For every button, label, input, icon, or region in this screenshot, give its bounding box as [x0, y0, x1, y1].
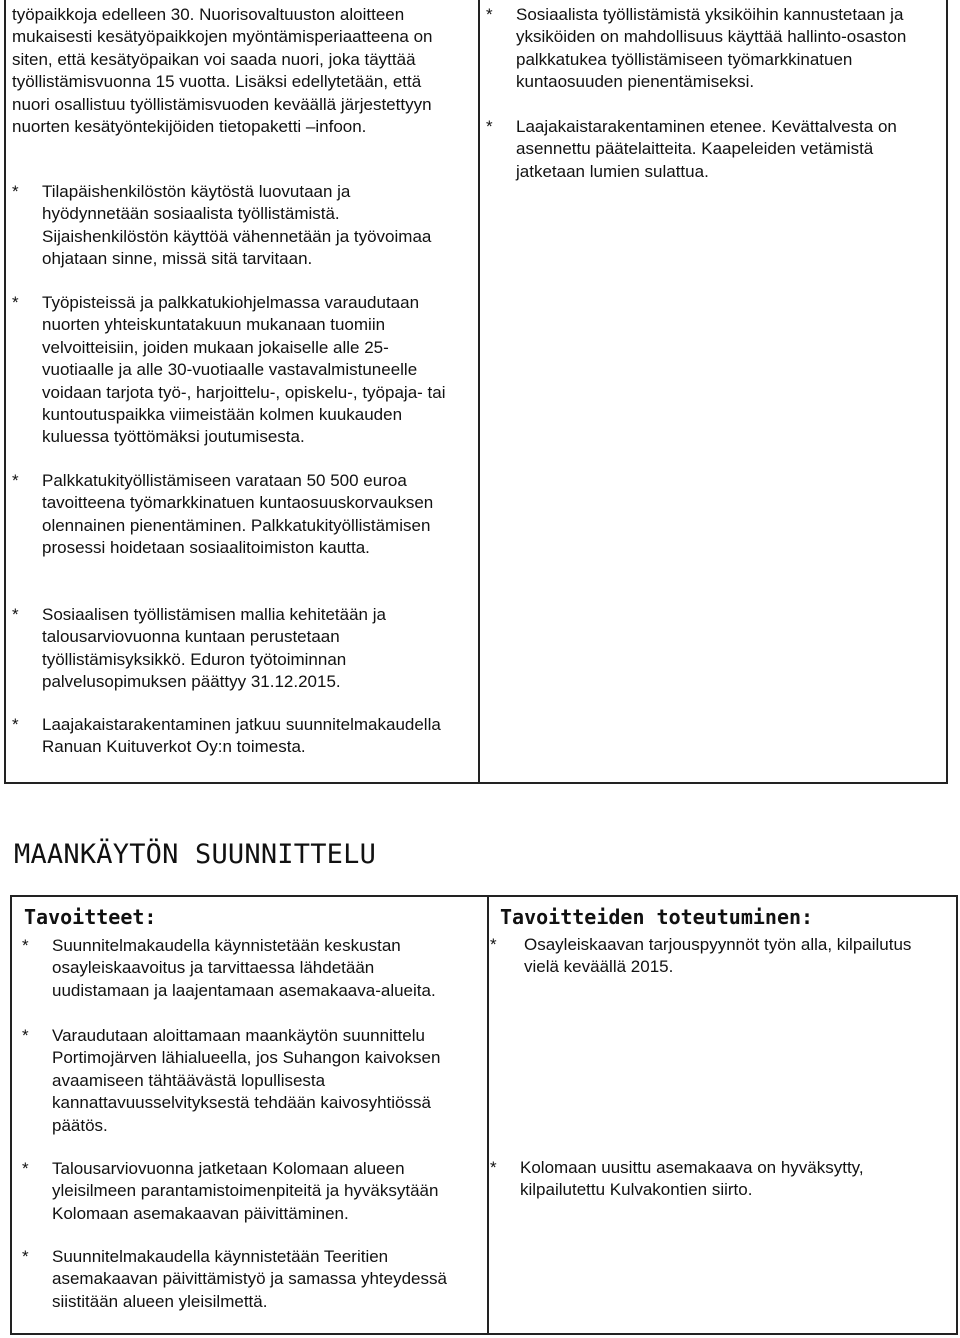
list-item: * Suunnitelmakaudella käynnistetään Teeritien asemakaavan päivittämistyö ja samassa yhteydessä siistitään alueen yleisilmettä. — [22, 1247, 447, 1311]
list-item: * Talousarviovuonna jatketaan Kolomaan alueen yleisilmeen parantamistoimenpiteitä ja hyväksytään Kolomaan asemakaavan päivittäminen. — [22, 1159, 439, 1223]
top-table — [4, 0, 948, 784]
bullet-star: * — [12, 471, 19, 490]
list-item: * Laajakaistarakentaminen etenee. Kevättalvesta on asennettu päätelaitteita. Kaapeleiden vetämistä jatketaan lumien sulattua. — [486, 117, 897, 181]
bullet-star: * — [22, 936, 29, 955]
column-divider — [478, 0, 480, 782]
bullet-star: * — [22, 1159, 29, 1178]
bullet-star: * — [22, 1247, 29, 1266]
bullet-star: * — [486, 117, 493, 136]
bullet-star: * — [490, 1158, 497, 1177]
bullet-star: * — [12, 605, 19, 624]
list-item: * Palkkatukityöllistämiseen varataan 50 500 euroa tavoitteena työmarkkinatuen kuntaosuuskorvauksen olennainen pienentäminen. Palkkatukityöllistämisen prosessi hoidetaan sosiaalitoimiston kautta. — [12, 471, 434, 558]
bullet-star: * — [12, 182, 19, 201]
section-title: MAANKÄYTÖN SUUNNITTELU — [14, 839, 377, 870]
column-divider — [487, 897, 489, 1333]
list-item: * Työpisteissä ja palkkatukiohjelmassa varaudutaan nuorten yhteiskuntatakuun mukanaan tuomiin velvoitteisiin, joiden mukaan jokaiselle alle 25-vuotiaalle ja alle 30-vuotiaalle vastavalmistuneelle voidaan tarjota työ-, harjoittelu-, opiskelu-, työpaja- tai kuntoutuspaikka viimeistään kolmen kuukauden kuluessa työttömäksi joutumisesta. — [12, 293, 446, 447]
list-item: * Tilapäishenkilöstön käytöstä luovutaan ja hyödynnetään sosiaalista työllistämistä. Sijaishenkilöstön käyttöä vähennetään ja työvoimaa ohjataan sinne, missä sitä tarvitaan. — [12, 182, 432, 269]
bottom-table — [10, 895, 958, 1335]
goals-heading: Tavoitteet: — [24, 905, 157, 929]
list-item: * Kolomaan uusittu asemakaava on hyväksytty, kilpailutettu Kulvakontien siirto. — [490, 1158, 864, 1200]
list-item: * Sosiaalista työllistämistä yksiköihin kannustetaan ja yksiköiden on mahdollisuus käyttää hallinto-osaston palkkatukea työllistämiseen työmarkkinatuen kuntaosuuden pienentämiseksi. — [486, 5, 907, 92]
outcomes-heading: Tavoitteiden toteutuminen: — [500, 905, 814, 929]
intro-paragraph: työpaikkoja edelleen 30. Nuorisovaltuuston aloitteen mukaisesti kesätyöpaikkojen myöntämisperiaatteena on siten, että kesätyöpaikan voi saada nuori, joka täyttää työllistämisvuonna 15 vuotta. Lisäksi edellytetään, että nuori osallistuu työllistämisvuoden keväällä järjestettyyn nuorten kesätyöntekijöiden tietopaketti –infoon. — [12, 5, 433, 137]
bullet-star: * — [12, 293, 19, 312]
bullet-star: * — [486, 5, 493, 24]
list-item: * Suunnitelmakaudella käynnistetään keskustan osayleiskaavoitus ja tarvittaessa lähdetään uudistamaan ja laajentamaan asemakaava-alueita. — [22, 936, 436, 1000]
list-item: * Laajakaistarakentaminen jatkuu suunnitelmakaudella Ranuan Kuituverkot Oy:n toimesta. — [12, 715, 441, 757]
list-item: * Varaudutaan aloittamaan maankäytön suunnittelu Portimojärven lähialueella, jos Suhangon kaivoksen avaamiseen tähtäävästä lopullisesta kannattavuusselvityksestä tehdään kaivosyhtiössä päätös. — [22, 1026, 441, 1135]
list-item: * Sosiaalisen työllistämisen mallia kehitetään ja talousarviovuonna kuntaan perustetaan työllistämisyksikkö. Eduron työtoiminnan palvelusopimuksen päättyy 31.12.2015. — [12, 605, 386, 692]
bullet-star: * — [22, 1026, 29, 1045]
bullet-star: * — [490, 935, 497, 954]
list-item: * Osayleiskaavan tarjouspyynnöt työn alla, kilpailutus vielä keväällä 2015. — [490, 935, 912, 977]
bullet-star: * — [12, 715, 19, 734]
